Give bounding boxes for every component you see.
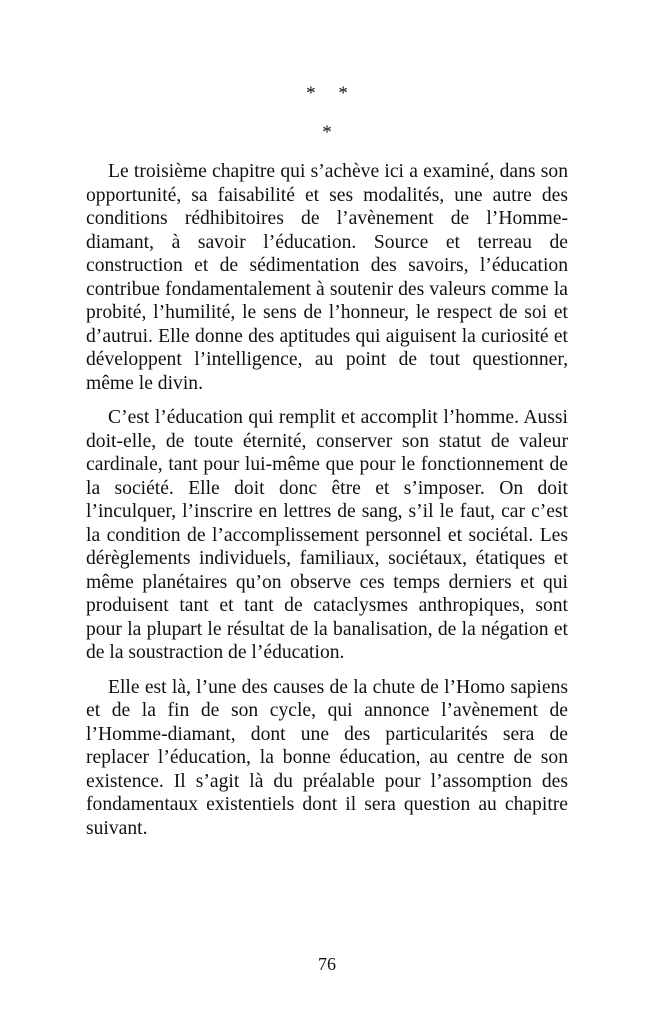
paragraph-2: C’est l’éducation qui remplit et accomplit l’homme. Aussi doit-elle, de toute éternité, conserver son statut de valeur cardinale, tant pour lui-même que pour le fonctionnement de la société. Elle doit donc être et s’imposer. On doit l’inculquer, l’inscrire en lettres de sang, s’il le faut, car c’est la condition de l’accomplissement personnel et sociétal. Les dérèglements individuels, familiaux, sociétaux, étatiques et même planétaires qu’on observe ces temps derniers et qui produisent tant et tant de cataclysmes anthropiques, sont pour la plupart le résultat de la banalisation, de la négation et de la soustraction de l’éducation. [86, 407, 568, 663]
paragraph-3: Elle est là, l’une des causes de la chute de l’Homo sapiens et de la fin de son cycle, qui annonce l’avènement de l’Homme-diamant, dont une des particularités sera de replacer l’éducation, la bonne éducation, au centre de son existence. Il s’agit là du préalable pour l’assomption des fondamentaux existentiels dont il sera question au chapitre suivant. [86, 676, 568, 839]
paragraph-1: Le troisième chapitre qui s’achève ici a examiné, dans son opportunité, sa faisabilité et ses modalités, une autre des conditions rédhibitoires de l’avènement de l’Homme-diamant, à savoir l’éducation. Source et terreau de construction et de sédimentation des savoirs, l’éducation contribue fondamentalement à soutenir des valeurs comme la probité, l’humilité, le sens de l’honneur, le respect de soi et d’autrui. Elle donne des aptitudes qui aiguisent la curiosité et développent l’intelligence, au point de tout questionner, même le divin. [86, 161, 568, 394]
section-break-ornament-top: * * [306, 83, 348, 104]
book-page [86, 0, 568, 1035]
body-text [86, 160, 568, 851]
page-number: 76 [318, 954, 336, 974]
section-break-ornament-bottom: * [322, 122, 332, 143]
